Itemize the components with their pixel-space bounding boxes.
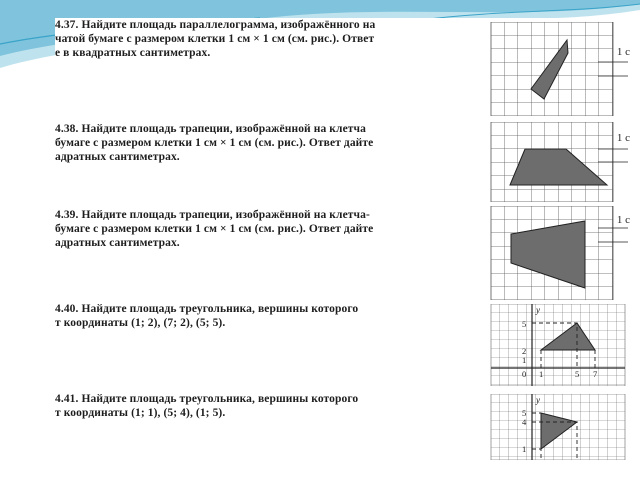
- figure-trapezoid-1: [488, 122, 628, 202]
- coordinate-grid: [488, 394, 628, 460]
- problem-4-37: [55, 18, 465, 60]
- figure-trapezoid-2: [488, 206, 628, 300]
- problem-text-line: т координаты (1; 2), (7; 2), (5; 5).: [55, 317, 226, 329]
- problem-text-line: чатой бумаге с размером клетки 1 см × 1 см (см. рис.). Ответ: [55, 33, 375, 45]
- problem-text-line: адратных сантиметрах.: [55, 237, 180, 249]
- grid-figure: [488, 122, 628, 202]
- y-tick-label: 4: [522, 417, 527, 427]
- figure-parallelogram: [488, 22, 628, 116]
- problem-text-line: Найдите площадь параллелограмма, изображённого на: [81, 19, 376, 31]
- cell-size-label: 1 с: [616, 46, 630, 58]
- problem-text-line: т координаты (1; 1), (5; 4), (1; 5).: [55, 407, 226, 419]
- problem-number: 4.39.: [55, 209, 79, 221]
- problem-number: 4.41.: [55, 393, 79, 405]
- figure-triangle-2: [488, 394, 628, 460]
- problem-4-38: [55, 122, 465, 164]
- cell-size-label: 1 с: [616, 214, 630, 226]
- problem-text-line: Найдите площадь трапеции, изображённой на клетча: [81, 123, 366, 135]
- problem-number: 4.40.: [55, 303, 79, 315]
- problem-text-line: Найдите площадь треугольника, вершины которого: [81, 303, 359, 315]
- y-tick-label: 0: [522, 369, 527, 379]
- problem-text-line: Найдите площадь треугольника, вершины которого: [81, 393, 359, 405]
- grid-figure: [488, 22, 628, 116]
- cell-size-label: 1 с: [616, 132, 630, 144]
- y-tick-label: 1: [522, 444, 527, 454]
- textbook-page: [55, 18, 640, 460]
- problem-4-41: [55, 392, 465, 420]
- axis-label-y: y: [536, 395, 540, 405]
- problem-text-line: адратных сантиметрах.: [55, 151, 180, 163]
- y-tick-label: 2: [522, 346, 527, 356]
- problem-text-line: е в квадратных сантиметрах.: [55, 47, 211, 59]
- grid-figure: [488, 206, 628, 300]
- problem-number: 4.37.: [55, 19, 79, 31]
- problem-text-line: Найдите площадь трапеции, изображённой на клетча-: [81, 209, 370, 221]
- problem-4-40: [55, 302, 465, 330]
- figure-triangle-1: [488, 304, 628, 386]
- x-tick-label: 1: [539, 369, 544, 379]
- problem-text-line: бумаге с размером клетки 1 см × 1 см (см. рис.). Ответ дайте: [55, 137, 374, 149]
- x-tick-label: 5: [575, 369, 580, 379]
- problem-4-39: [55, 208, 465, 250]
- problem-text-line: бумаге с размером клетки 1 см × 1 см (см. рис.). Ответ дайте: [55, 223, 374, 235]
- y-tick-label: 5: [522, 319, 527, 329]
- problem-number: 4.38.: [55, 123, 79, 135]
- y-tick-label: 1: [522, 355, 527, 365]
- coordinate-grid: [488, 304, 628, 386]
- x-tick-label: 7: [593, 369, 598, 379]
- y-tick-label: 5: [522, 408, 527, 418]
- axis-label-y: y: [536, 305, 540, 315]
